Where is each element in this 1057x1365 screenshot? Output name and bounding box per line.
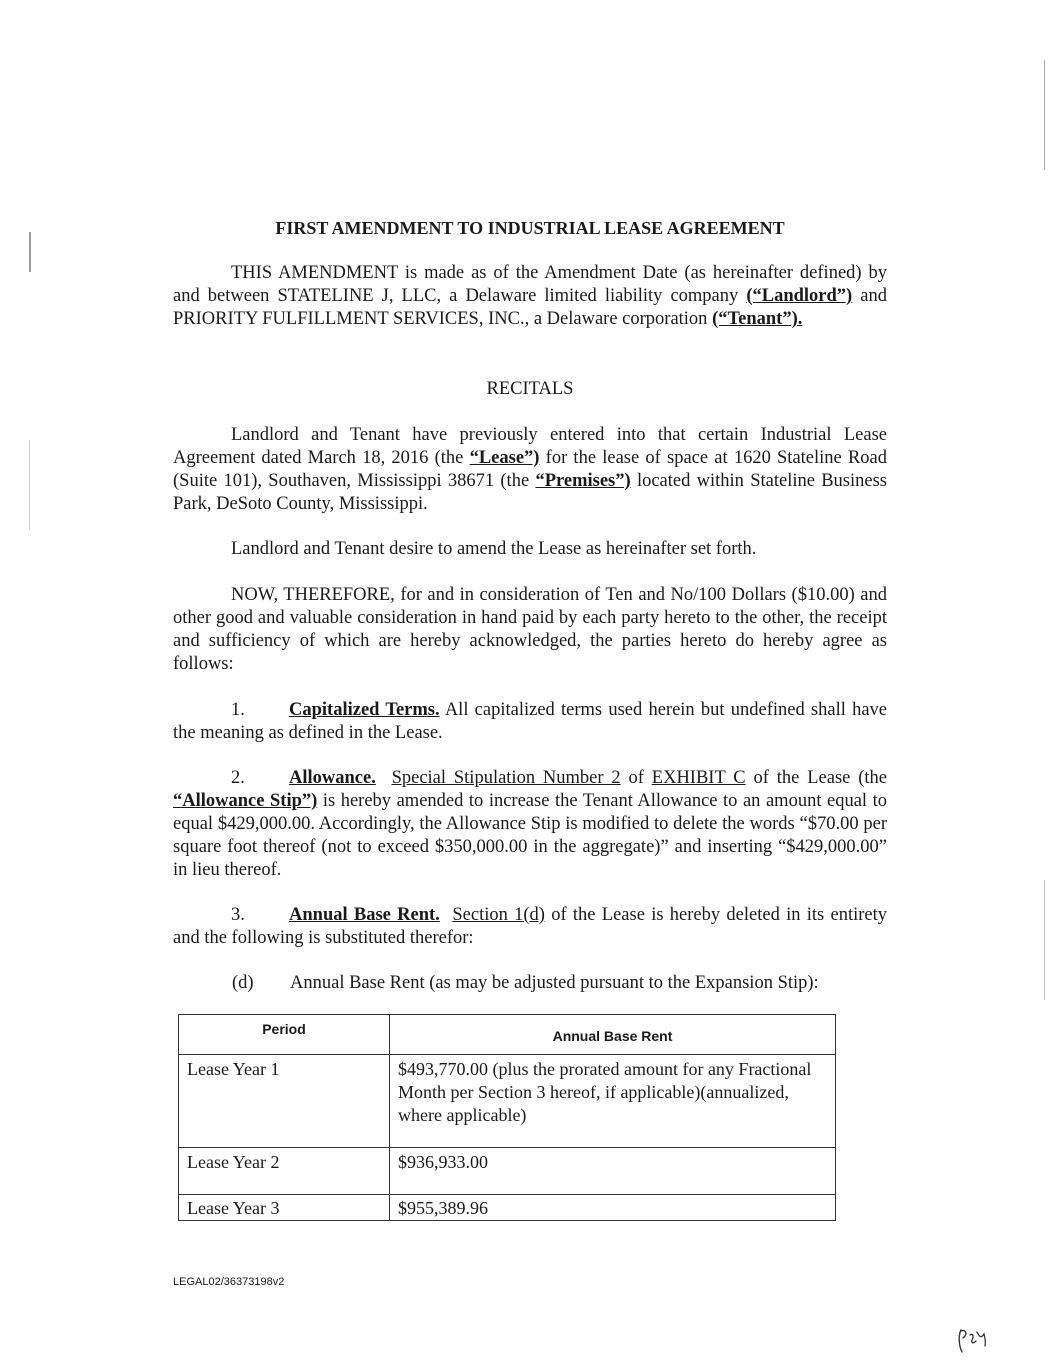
tenant-defined-term: (“Tenant”).	[712, 309, 803, 329]
section-2-allowance	[173, 767, 887, 882]
table-row	[179, 1055, 836, 1148]
special-stipulation-reference: Special Stipulation Number 2	[391, 768, 621, 788]
annual-base-rent-table	[178, 1014, 836, 1221]
section-1-number: 1.	[231, 700, 245, 720]
recital-1-text-2: for the lease of space at 1620 Stateline Road (Suite 101), Southaven, Mississippi 38671 (the	[173, 448, 887, 491]
scan-edge-mark-left	[29, 232, 31, 272]
table-row	[179, 1148, 836, 1195]
section-3-heading: Annual Base Rent.	[289, 905, 440, 925]
recital-1-text-1: Landlord and Tenant have previously entered into that certain Industrial Lease Agreement dated March 18, 2016 (the	[173, 425, 887, 468]
section-2-text-3: is hereby amended to increase the Tenant Allowance to an amount equal to equal $429,000.00. Accordingly, the Allowance Stip is modified to delete the words “$70.00 per square foot thereof (not to exceed $350,000.00 in the aggregate)” and inserting “$429,000.00” in lieu thereof.	[173, 791, 887, 880]
section-2-text-1: of	[620, 768, 652, 788]
column-header-annual-base-rent: Annual Base Rent	[390, 1015, 836, 1055]
period-cell: Lease Year 3	[179, 1195, 390, 1221]
subsection-d	[232, 972, 819, 995]
recitals-heading: RECITALS	[486, 379, 574, 399]
table-row	[179, 1195, 836, 1221]
document-footer-id: LEGAL02/36373198v2	[173, 1276, 285, 1288]
scan-edge-mark-right	[1044, 60, 1045, 170]
rent-cell: $955,389.96	[390, 1195, 836, 1221]
recital-paragraph-1	[173, 424, 887, 516]
section-1d-reference: Section 1(d)	[452, 905, 545, 925]
table-header-row	[179, 1015, 836, 1055]
allowance-stip-defined-term: “Allowance Stip”)	[173, 791, 318, 811]
rent-cell: $493,770.00 (plus the prorated amount for any Fractional Month per Section 3 hereof, if applicable)(annualized, where applicable)	[390, 1055, 836, 1148]
recital-1-text-3: located within Stateline Business Park, DeSoto County, Mississippi.	[173, 471, 887, 514]
section-1-text: All capitalized terms used herein but undefined shall have the meaning as defined in the Lease.	[173, 700, 887, 743]
section-2-number: 2.	[231, 768, 245, 788]
section-3-number: 3.	[231, 905, 245, 925]
intro-text-2: and PRIORITY FULFILLMENT SERVICES, INC., a Delaware corporation	[173, 286, 887, 329]
column-header-period: Period	[179, 1015, 390, 1055]
handwritten-initials	[955, 1326, 991, 1354]
premises-defined-term: “Premises”)	[535, 471, 631, 491]
document-title: FIRST AMENDMENT TO INDUSTRIAL LEASE AGREEMENT	[275, 218, 785, 238]
section-2-text-2: of the Lease (the	[745, 768, 887, 788]
lease-defined-term: “Lease”)	[469, 448, 540, 468]
section-2-heading: Allowance.	[289, 768, 376, 788]
scan-edge-mark-left-faint	[29, 440, 30, 530]
subsection-d-text: Annual Base Rent (as may be adjusted pursuant to the Expansion Stip):	[290, 973, 819, 993]
period-cell: Lease Year 1	[179, 1055, 390, 1148]
subsection-d-label: (d)	[232, 973, 254, 993]
scan-edge-mark-right-lower	[1044, 880, 1045, 1000]
section-3-text: of the Lease is hereby deleted in its entirety and the following is substituted therefor:	[173, 905, 888, 948]
intro-paragraph	[173, 262, 887, 331]
landlord-defined-term: (“Landlord”)	[746, 286, 853, 306]
exhibit-c-reference: EXHIBIT C	[651, 768, 746, 788]
period-cell: Lease Year 2	[179, 1148, 390, 1195]
now-therefore-paragraph: NOW, THEREFORE, for and in consideration of Ten and No/100 Dollars ($10.00) and other good and valuable consideration in hand paid by each party hereto to the other, the receipt and sufficiency of which are hereby acknowledged, the parties hereto do hereby agree as follows:	[173, 585, 887, 674]
section-1-heading: Capitalized Terms.	[289, 700, 440, 720]
section-3-annual-base-rent	[173, 904, 887, 950]
intro-text-1: THIS AMENDMENT is made as of the Amendment Date (as hereinafter defined) by and between STATELINE J, LLC, a Delaware limited liability company	[173, 263, 887, 306]
recital-paragraph-2: Landlord and Tenant desire to amend the Lease as hereinafter set forth.	[231, 539, 757, 559]
section-1-capitalized-terms	[173, 699, 887, 745]
rent-cell: $936,933.00	[390, 1148, 836, 1195]
